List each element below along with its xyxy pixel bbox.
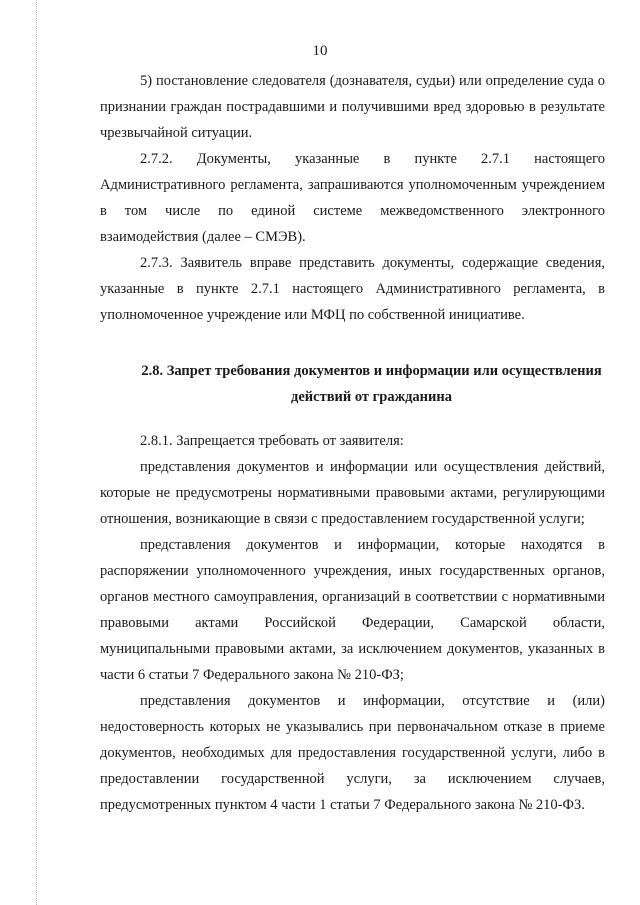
paragraph-2-7-3: 2.7.3. Заявитель вправе представить документы, содержащие сведения, указанные в пункте 2.7.1 настоящего Административного регламента, в уполномоченное учреждение или МФЦ по собственной инициативе. <box>100 255 605 323</box>
paragraph-requirement-3: представления документов и информации, отсутствие и (или) недостоверность которых не указывались при первоначальном отказе в приеме документов, необходимых для предоставления государственной услуги, либо в предоставлении государственной услуги, за исключением случаев, предусмотренных пунктом 4 части 1 статьи 7 Федерального закона № 210-ФЗ. <box>100 693 605 813</box>
paragraph-requirement-2: представления документов и информации, которые находятся в распоряжении уполномоченного учреждения, иных государственных органов, органов местного самоуправления, организаций в соответствии с нормативными правовыми актами Российской Федерации, Самарской области, муниципальными правовыми актами, за исключением документов, указанных в части 6 статьи 7 Федерального закона № 210-ФЗ; <box>100 537 605 683</box>
paragraph-2-8-1: 2.8.1. Запрещается требовать от заявителя: <box>140 433 404 449</box>
spacer <box>100 410 605 428</box>
paragraph-requirement-1: представления документов и информации или осуществления действий, которые не предусмотрены нормативными правовыми актами, регулирующими отношения, возникающие в связи с предоставлением государственной услуги; <box>100 459 605 527</box>
spacer <box>100 328 605 358</box>
document-body <box>100 68 605 818</box>
paragraph-2-7-2: 2.7.2. Документы, указанные в пункте 2.7.1 настоящего Административного регламента, запрашиваются уполномоченным учреждением в том числе по единой системе межведомственного электронного взаимодействия (далее – СМЭВ). <box>100 151 605 245</box>
section-heading-2-8: 2.8. Запрет требования документов и информации или осуществления действий от гражданина <box>141 363 602 405</box>
page-number: 10 <box>312 43 328 59</box>
paragraph-item-5: 5) постановление следователя (дознавателя, судьи) или определение суда о признании граждан пострадавшими и получившими вред здоровью в результате чрезвычайной ситуации. <box>100 73 605 141</box>
margin-dotted-line <box>36 0 37 905</box>
